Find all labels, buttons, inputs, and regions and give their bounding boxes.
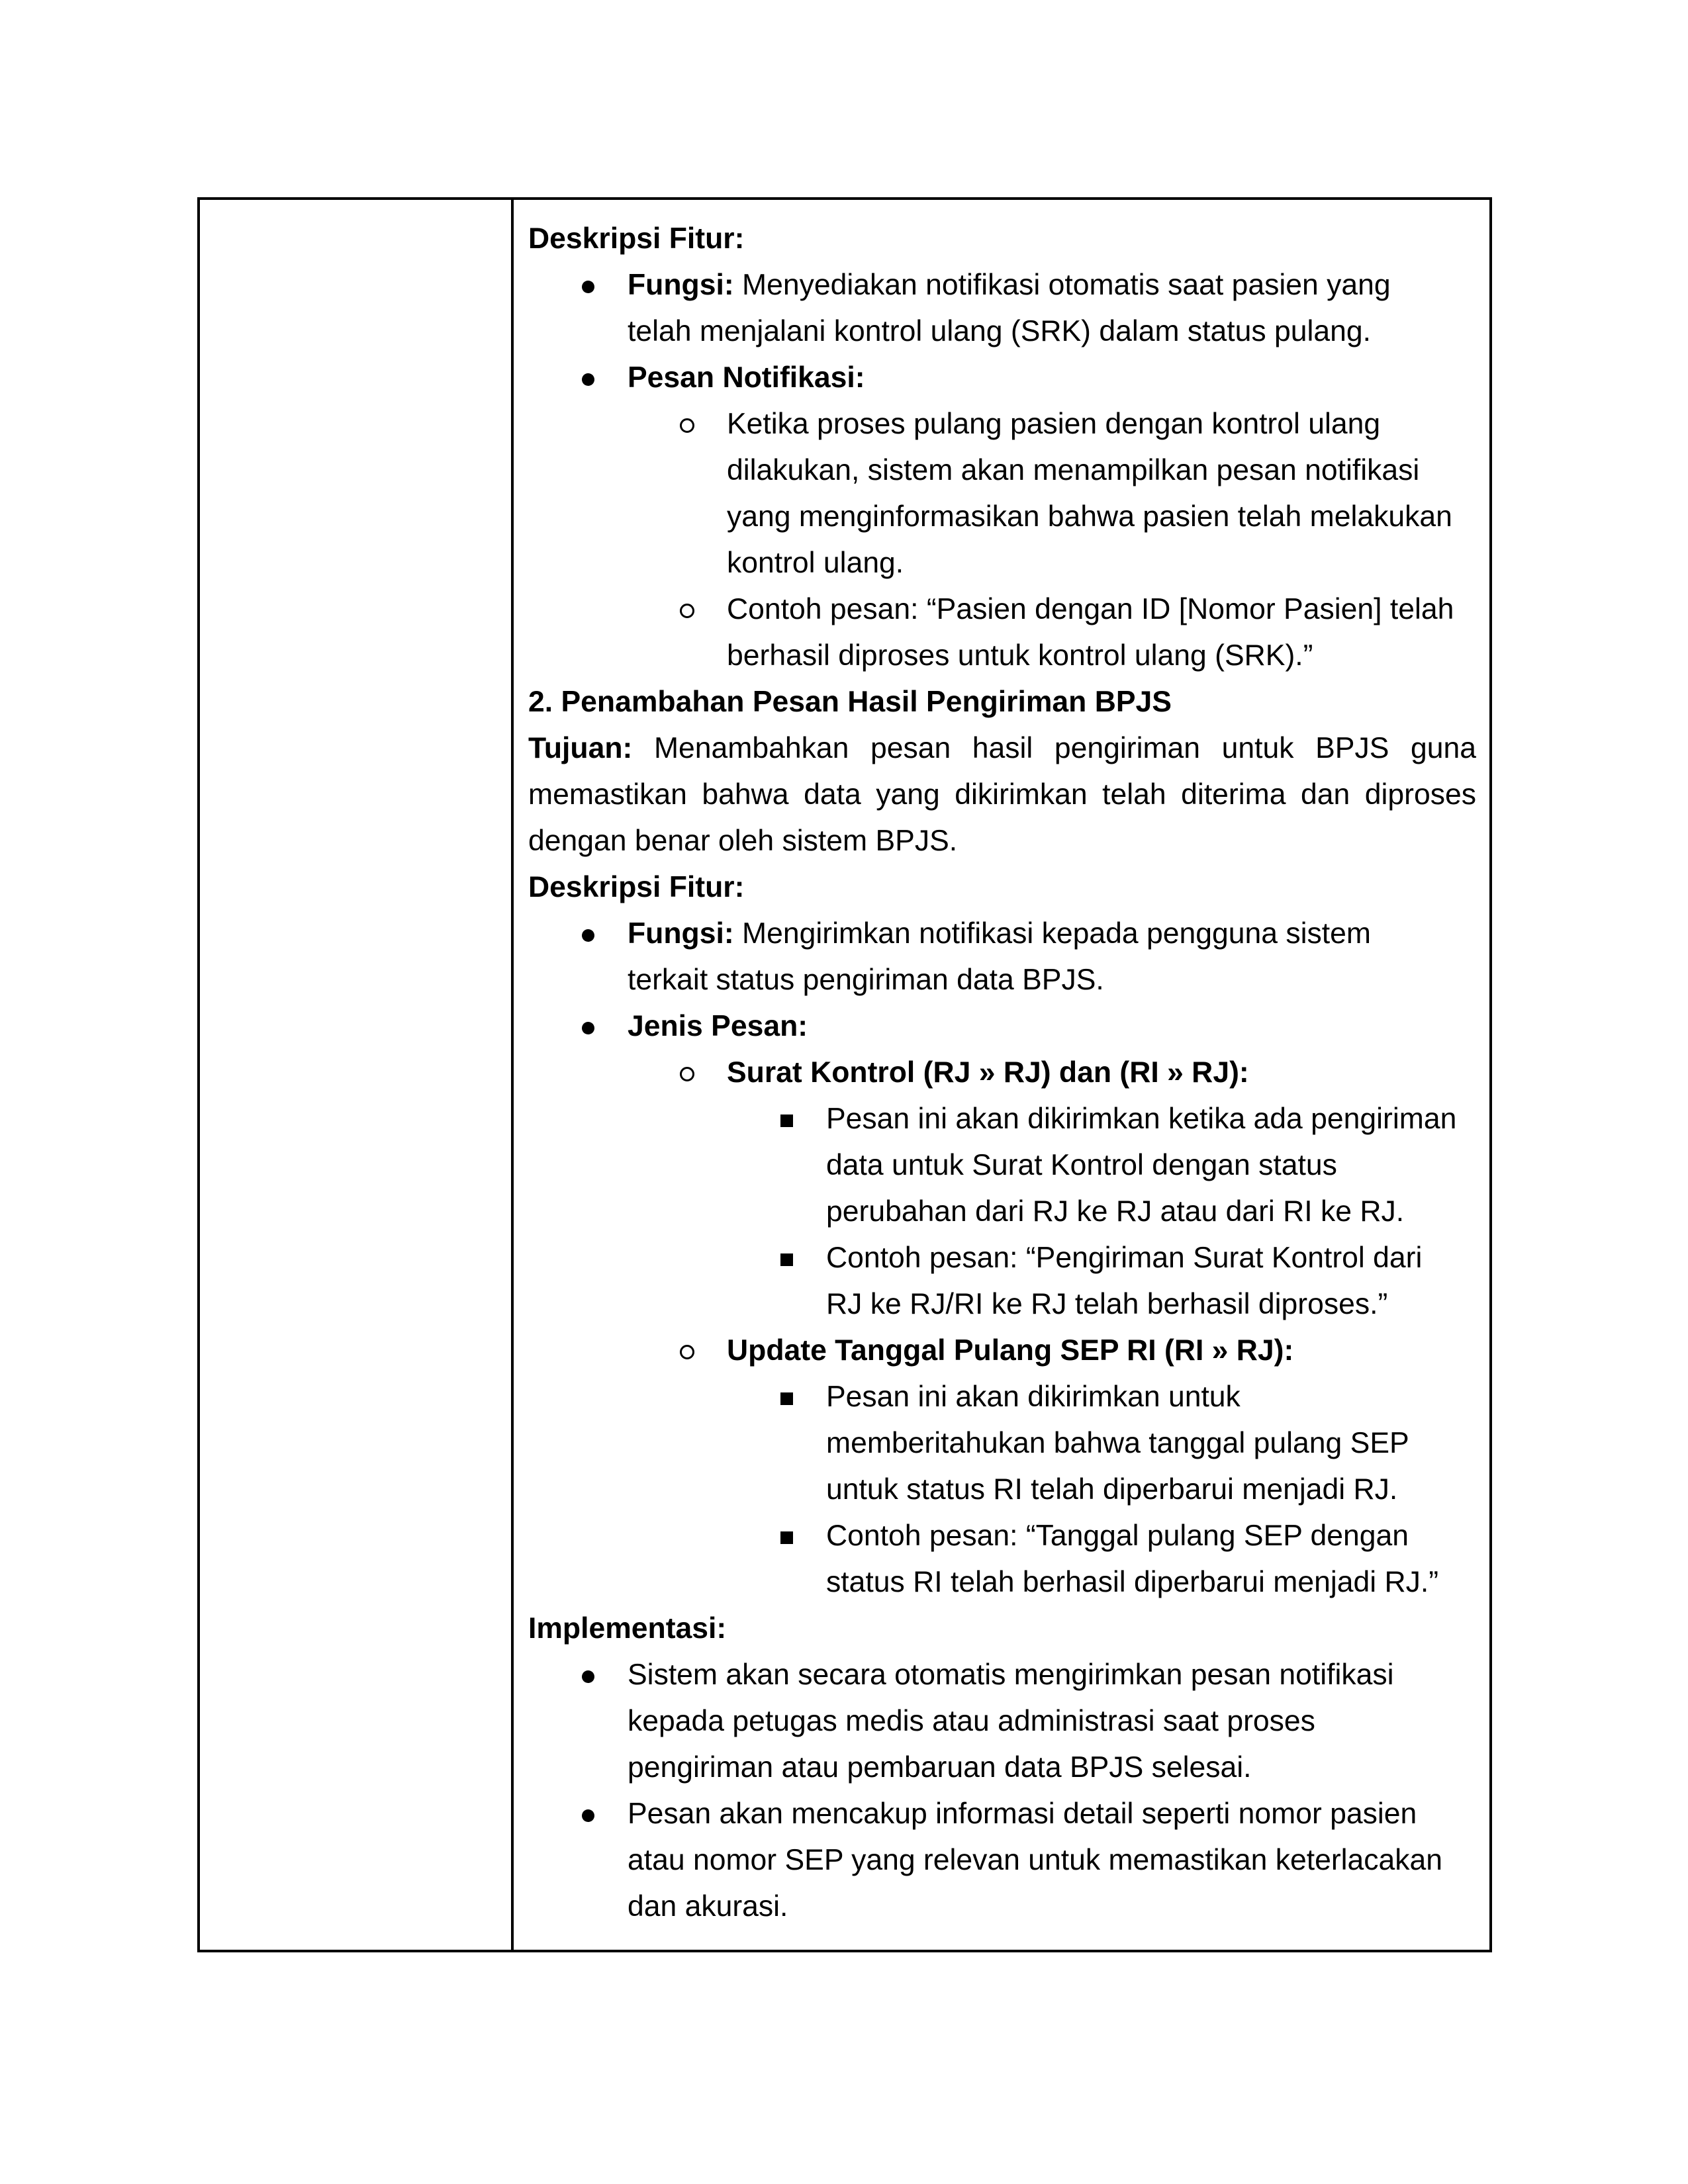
bullet-dot-icon <box>568 1791 608 1837</box>
item-text: perubahan dari RJ ke RJ atau dari RI ke RJ. <box>826 1195 1405 1228</box>
list-item <box>528 1096 1476 1235</box>
left-cell <box>199 199 512 1951</box>
bullet-dot-icon <box>568 1652 608 1698</box>
bullet-dot-icon <box>568 262 608 308</box>
item-text: telah menjalani kontrol ulang (SRK) dalam status pulang. <box>628 315 1372 347</box>
list-item <box>528 262 1476 355</box>
item-text: Menyediakan notifikasi otomatis saat pasien yang <box>742 269 1391 301</box>
item-label: Fungsi: <box>628 269 734 301</box>
list-item <box>528 401 1476 586</box>
content-cell <box>512 199 1491 1951</box>
item-text: berhasil diproses untuk kontrol ulang (SRK).” <box>727 639 1313 672</box>
bullet-dot-icon <box>568 1003 608 1050</box>
item-text: status RI telah berhasil diperbarui menjadi RJ.” <box>826 1566 1439 1598</box>
bullet-square-icon <box>767 1374 806 1420</box>
item-text: Mengirimkan notifikasi kepada pengguna sistem <box>742 917 1371 950</box>
item-text: Contoh pesan: “Pasien dengan ID [Nomor Pasien] telah <box>727 593 1454 625</box>
item-text: dilakukan, sistem akan menampilkan pesan notifikasi <box>727 454 1420 486</box>
list-item <box>528 1374 1476 1513</box>
item-text: RJ ke RJ/RI ke RJ telah berhasil diproses.” <box>826 1288 1388 1320</box>
item-text: kontrol ulang. <box>727 547 904 579</box>
bullet-circle-icon <box>667 401 707 447</box>
item-text: terkait status pengiriman data BPJS. <box>628 964 1104 996</box>
list-item <box>528 1003 1476 1050</box>
list-item <box>528 1652 1476 1791</box>
bullet-dot-icon <box>568 355 608 401</box>
bullet-circle-icon <box>667 1050 707 1096</box>
item-text: dan akurasi. <box>628 1890 788 1923</box>
bullet-square-icon <box>767 1513 806 1559</box>
list-item <box>528 911 1476 1003</box>
item-text: yang menginformasikan bahwa pasien telah melakukan <box>727 500 1452 533</box>
item-text: atau nomor SEP yang relevan untuk memastikan keterlacakan <box>628 1844 1443 1876</box>
table-row <box>199 199 1491 1951</box>
item-label: Jenis Pesan: <box>628 1010 808 1042</box>
item-text: Ketika proses pulang pasien dengan kontrol ulang <box>727 408 1381 440</box>
item-text: untuk status RI telah diperbarui menjadi RJ. <box>826 1473 1398 1506</box>
list-item <box>528 1235 1476 1328</box>
item-text: Sistem akan secara otomatis mengirimkan pesan notifikasi <box>628 1659 1394 1691</box>
bullet-square-icon <box>767 1096 806 1142</box>
list-item <box>528 1328 1476 1374</box>
bullet-dot-icon <box>568 911 608 957</box>
item-text: data untuk Surat Kontrol dengan status <box>826 1149 1337 1181</box>
content-body <box>528 216 1476 1930</box>
tujuan-text: Menambahkan pesan hasil pengiriman untuk BPJS guna memastikan bahwa data yang dikirimkan telah diterima dan diproses dengan benar oleh sistem BPJS. <box>528 732 1476 857</box>
list-item <box>528 355 1476 401</box>
item-text: Contoh pesan: “Tanggal pulang SEP dengan <box>826 1520 1409 1552</box>
section-title: 2. Penambahan Pesan Hasil Pengiriman BPJS <box>528 686 1172 718</box>
section-heading: Deskripsi Fitur: <box>528 871 745 903</box>
item-text: memberitahukan bahwa tanggal pulang SEP <box>826 1427 1409 1459</box>
item-label: Pesan Notifikasi: <box>628 361 865 394</box>
item-text: Pesan ini akan dikirimkan untuk <box>826 1381 1241 1413</box>
tujuan-paragraph <box>528 725 1476 864</box>
list-item <box>528 1791 1476 1930</box>
list-item <box>528 1513 1476 1606</box>
item-label: Fungsi: <box>628 917 734 950</box>
item-text: Contoh pesan: “Pengiriman Surat Kontrol dari <box>826 1242 1423 1274</box>
bullet-square-icon <box>767 1235 806 1281</box>
item-text: pengiriman atau pembaruan data BPJS selesai. <box>628 1751 1252 1784</box>
section-heading: Deskripsi Fitur: <box>528 222 745 255</box>
item-label: Update Tanggal Pulang SEP RI (RI » RJ): <box>727 1334 1294 1367</box>
item-text: Pesan akan mencakup informasi detail seperti nomor pasien <box>628 1797 1417 1830</box>
list-item <box>528 1050 1476 1096</box>
bullet-circle-icon <box>667 586 707 633</box>
section-heading: Implementasi: <box>528 1612 727 1645</box>
document-table <box>197 197 1492 1952</box>
item-text: Pesan ini akan dikirimkan ketika ada pengiriman <box>826 1103 1457 1135</box>
list-item <box>528 586 1476 679</box>
tujuan-label: Tujuan: <box>528 732 633 764</box>
item-text: kepada petugas medis atau administrasi saat proses <box>628 1705 1315 1737</box>
bullet-circle-icon <box>667 1328 707 1374</box>
item-label: Surat Kontrol (RJ » RJ) dan (RI » RJ): <box>727 1056 1249 1089</box>
